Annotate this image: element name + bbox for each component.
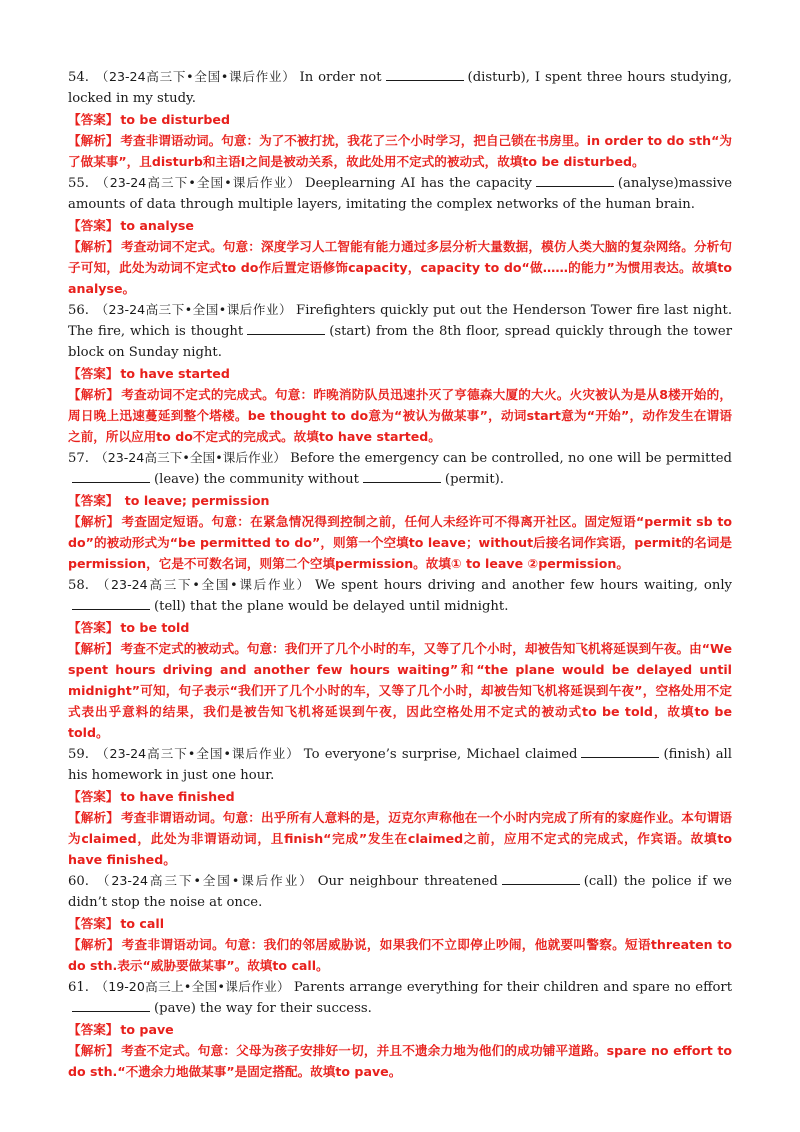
explanation-line — [68, 384, 732, 447]
question-number: 56. — [68, 303, 89, 318]
answer-line — [68, 490, 732, 511]
answer-blank — [386, 68, 464, 81]
answer-text: to have finished — [120, 789, 235, 804]
question-source: （19-20高三上•全国•课后作业） — [94, 979, 290, 994]
answer-tag: 【答案】 — [68, 366, 119, 381]
question-after-blank: (pave) the way for their success. — [154, 1001, 372, 1016]
question-before-blank: Firefighters quickly put out the Henderson Tower fire last night. The fire, which is thought — [68, 303, 733, 339]
question-number: 59. — [68, 747, 89, 762]
question-number: 54. — [68, 70, 89, 85]
answer-text: to pave — [120, 1022, 174, 1037]
explanation-line — [68, 807, 732, 870]
explanation-tag: 【解析】 — [68, 810, 119, 825]
question-before-blank: To everyone’s surprise, Michael claimed — [303, 747, 578, 762]
worksheet-page — [68, 66, 732, 1082]
question-source: （23-24高三下•全国•课后作业） — [94, 450, 287, 465]
question-after-blank: (start) from the 8th floor, spread quickly through the tower block on Sunday night. — [68, 324, 733, 360]
question-source: （23-24高三下•全国•课后作业） — [94, 175, 302, 190]
question-number: 60. — [68, 874, 89, 889]
explanation-tag: 【解析】 — [68, 387, 120, 402]
question-text — [68, 66, 732, 109]
question-item — [68, 743, 732, 870]
answer-blank — [247, 322, 325, 335]
answer-blank — [72, 597, 150, 610]
answer-text: to call — [120, 916, 165, 931]
answer-tag: 【答案】 — [68, 493, 119, 508]
question-text — [68, 447, 732, 490]
answer-line — [68, 1019, 732, 1040]
explanation-text: 考查不定式的被动式。句意：我们开了几个小时的车，又等了几个小时，却被告知飞机将延误到午夜。由“We spent hours driving and another few hours waiting”和“the plane would be delayed until midnight”可知，句子表示“我们开了几个小时的车，又等了几个小时，却被告知飞机将延误到午夜”，空格处用不定式表出乎意料的结果，我们是被告知飞机将延误到午夜，因此空格处用不定式的被动式to be told，故填to be told。 — [68, 641, 733, 740]
explanation-tag: 【解析】 — [68, 641, 119, 656]
question-text — [68, 976, 732, 1019]
explanation-tag: 【解析】 — [68, 239, 119, 254]
question-number: 61. — [68, 980, 89, 995]
explanation-tag: 【解析】 — [68, 514, 120, 529]
question-after-blank: (analyse)massive amounts of data through multiple layers, imitating the complex networks of the human brain. — [68, 176, 733, 212]
answer-tag: 【答案】 — [68, 1022, 119, 1037]
question-source: （23-24高三下•全国•课后作业） — [94, 873, 314, 888]
question-source: （23-24高三下•全国•课后作业） — [94, 746, 300, 761]
answer-blank — [581, 745, 659, 758]
answer-line — [68, 913, 732, 934]
answer-line — [68, 109, 732, 130]
explanation-text: 考查非谓语动词。句意：我们的邻居威胁说，如果我们不立即停止吵闹，他就要叫警察。短语threaten to do sth.表示“威胁要做某事”。故填to call。 — [68, 937, 733, 973]
question-before-blank: We spent hours driving and another few hours waiting, only — [314, 578, 732, 593]
answer-text: to have started — [120, 366, 230, 381]
answer-line — [68, 617, 732, 638]
answer-text: to be told — [120, 620, 190, 635]
answer-blank — [502, 872, 580, 885]
answer-blank — [536, 174, 614, 187]
question-number: 58. — [68, 578, 89, 593]
answer-blank — [363, 470, 441, 483]
answer-tag: 【答案】 — [68, 789, 119, 804]
answer-line — [68, 786, 732, 807]
explanation-tag: 【解析】 — [68, 133, 119, 148]
answer-line — [68, 363, 732, 384]
question-after-blank: (leave) the community without — [154, 472, 359, 487]
answer-blank — [72, 470, 150, 483]
question-source: （23-24高三下•全国•课后作业） — [94, 302, 293, 317]
question-number: 55. — [68, 176, 89, 191]
question-after-blank: (finish) all his homework in just one hour. — [68, 747, 732, 783]
answer-blank — [72, 999, 150, 1012]
explanation-line — [68, 130, 732, 172]
question-source: （23-24高三下•全国•课后作业） — [94, 69, 296, 84]
explanation-line — [68, 934, 732, 976]
question-item — [68, 66, 732, 172]
explanation-line — [68, 511, 732, 574]
question-after-blank: (call) the police if we didn’t stop the noise at once. — [68, 874, 732, 910]
question-item — [68, 574, 732, 743]
question-item — [68, 447, 732, 574]
question-item — [68, 299, 732, 447]
explanation-line — [68, 1040, 732, 1082]
explanation-text: 考查固定短语。句意：在紧急情况得到控制之前，任何人未经许可不得离开社区。固定短语“permit sb to do”的被动形式为“be permitted to do”，则第一个空填to leave；without后接名词作宾语，permit的名词是permission，它是不可数名词，则第二个空填permission。故填① to leave ②permission。 — [68, 514, 733, 571]
explanation-tag: 【解析】 — [68, 937, 120, 952]
explanation-text: 考查非谓语动词。句意：为了不被打扰，我花了三个小时学习，把自己锁在书房里。in order to do sth“为了做某事”，且disturb和主语I之间是被动关系，故此处用不定式的被动式，故填to be disturbed。 — [68, 133, 732, 169]
question-text — [68, 870, 732, 913]
answer-text: to analyse — [120, 218, 194, 233]
question-text — [68, 172, 732, 215]
question-after-blank-2: (permit). — [444, 472, 504, 487]
answer-text: to be disturbed — [120, 112, 230, 127]
question-before-blank: In order not — [299, 70, 382, 85]
question-text — [68, 743, 732, 786]
question-item — [68, 976, 732, 1082]
question-before-blank: Parents arrange everything for their children and spare no effort — [293, 980, 732, 995]
explanation-text: 考查非谓语动词。句意：出乎所有人意料的是，迈克尔声称他在一个小时内完成了所有的家庭作业。本句谓语为claimed，此处为非谓语动词，且finish“完成”发生在claimed之前，应用不定式的完成式，作宾语。故填to have finished。 — [68, 810, 733, 867]
answer-text: to leave; permission — [120, 493, 270, 508]
answer-tag: 【答案】 — [68, 916, 119, 931]
question-item — [68, 172, 732, 299]
explanation-line — [68, 236, 732, 299]
question-number: 57. — [68, 451, 89, 466]
explanation-line — [68, 638, 732, 743]
answer-line — [68, 215, 732, 236]
question-after-blank: (tell) that the plane would be delayed until midnight. — [154, 599, 509, 614]
explanation-text: 考查动词不定式的完成式。句意：昨晚消防队员迅速扑灭了亨德森大厦的大火。火灾被认为是从8楼开始的，周日晚上迅速蔓延到整个塔楼。be thought to do意为“被认为做某事”，动词start意为“开始”，动作发生在谓语之前，所以应用to do不定式的完成式。故填to have started。 — [68, 387, 732, 444]
question-after-blank: (disturb), I spent three hours studying, locked in my study. — [68, 70, 732, 106]
question-before-blank: Our neighbour threatened — [317, 874, 498, 889]
question-text — [68, 574, 732, 617]
answer-tag: 【答案】 — [68, 620, 119, 635]
question-before-blank: Before the emergency can be controlled, no one will be permitted — [290, 451, 732, 466]
question-before-blank: Deeplearning AI has the capacity — [305, 176, 532, 191]
question-text — [68, 299, 732, 363]
explanation-tag: 【解析】 — [68, 1043, 120, 1058]
answer-tag: 【答案】 — [68, 112, 119, 127]
explanation-text: 考查不定式。句意：父母为孩子安排好一切，并且不遗余力地为他们的成功铺平道路。spare no effort to do sth.“不遗余力地做某事”是固定搭配。故填to pave。 — [68, 1043, 732, 1079]
question-item — [68, 870, 732, 976]
explanation-text: 考查动词不定式。句意：深度学习人工智能有能力通过多层分析大量数据，模仿人类大脑的复杂网络。分析句子可知，此处为动词不定式to do作后置定语修饰capacity，capacity to do“做……的能力”为惯用表达。故填to analyse。 — [68, 239, 733, 296]
answer-tag: 【答案】 — [68, 218, 119, 233]
question-source: （23-24高三下•全国•课后作业） — [94, 577, 311, 592]
